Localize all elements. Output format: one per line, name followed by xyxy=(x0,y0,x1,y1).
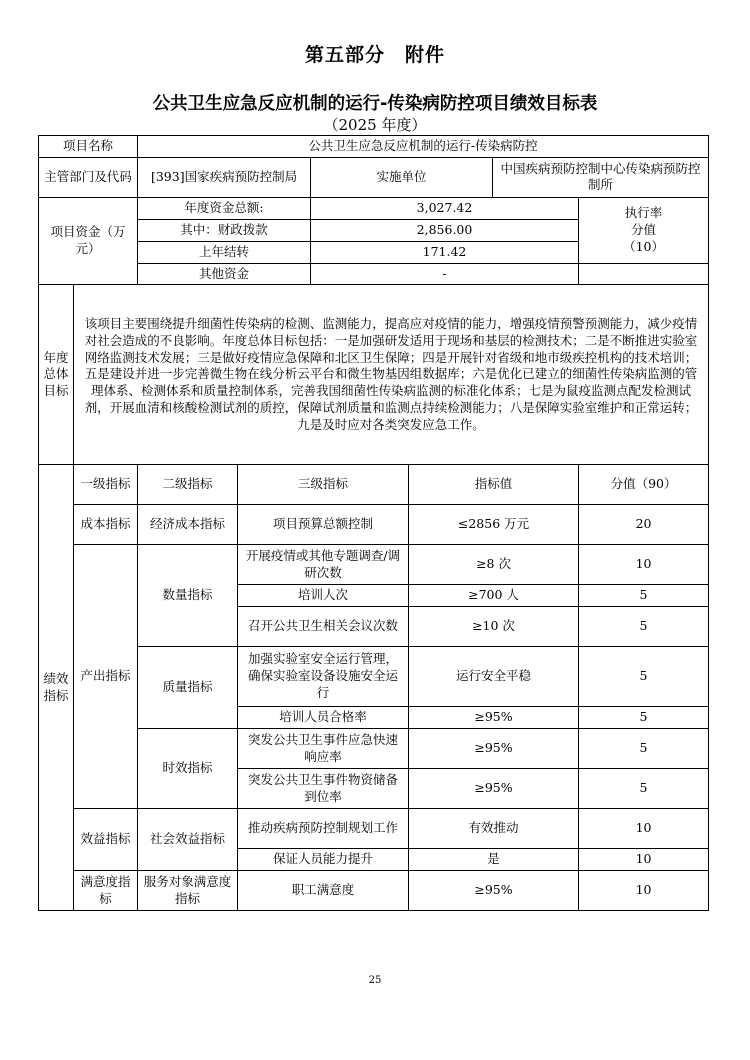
annual-goal-text: 该项目主要围绕提升细菌性传染病的检测、监测能力，提高应对疫情的能力，增强疫情预警预测能力，减少疫情对社会造成的不良影响。年度总体目标包括：一是加强研发适用于现场和基层的检测技术；二是不断推进实验室网络监测技术发展；三是做好疫情应急保障和北区卫生保障；四是开展针对省级和地市级疾控机构的技术培训；五是建设并进一步完善微生物在线分析云平台和微生物基因组数据库；六是优化已建立的细菌性传染病监测的管理体系、检测体系和质量控制体系，完善我国细菌性传染病监测的标准化体系；七是为鼠疫监测点配发检测试剂，开展血清和核酸检测试剂的质控，保障试剂质量和监测点持续检测能力；八是保障实验室维护和正常运转；九是及时应对各类突发应急工作。 xyxy=(74,285,709,465)
indicator-value: 运行安全平稳 xyxy=(409,647,579,707)
header-score: 分值（90） xyxy=(579,465,709,505)
header-l1: 一级指标 xyxy=(74,465,138,505)
funds-row-label: 其中：财政拨款 xyxy=(138,219,311,241)
indicator-score: 10 xyxy=(579,545,709,585)
page-number: 25 xyxy=(368,975,382,986)
indicator-score: 5 xyxy=(579,769,709,809)
l3-indicator: 项目预算总额控制 xyxy=(238,505,409,545)
indicator-value: ≥8 次 xyxy=(409,545,579,585)
score-value: （10） xyxy=(623,238,664,254)
l2-economic-cost: 经济成本指标 xyxy=(138,505,238,545)
execution-rate-score xyxy=(579,197,709,263)
funds-row-value: 3,027.42 xyxy=(311,197,579,219)
funds-row-value: - xyxy=(311,263,579,285)
l3-indicator: 开展疫情或其他专题调查/调研次数 xyxy=(238,545,409,585)
header-l3: 三级指标 xyxy=(238,465,409,505)
l2-social-benefit: 社会效益指标 xyxy=(138,809,238,871)
l1-output: 产出指标 xyxy=(74,545,138,809)
project-name-label: 项目名称 xyxy=(39,136,138,158)
funds-label: 项目资金（万元） xyxy=(39,197,138,285)
indicator-score: 5 xyxy=(579,707,709,729)
header-l2: 二级指标 xyxy=(138,465,238,505)
score-label: 分值 xyxy=(631,221,657,237)
annual-goal-label: 年度总体目标 xyxy=(39,285,74,465)
performance-table xyxy=(38,135,709,911)
indicator-value: ≥95% xyxy=(409,871,579,911)
l2-quantity: 数量指标 xyxy=(138,545,238,647)
l3-indicator: 培训人员合格率 xyxy=(238,707,409,729)
indicator-value: ≥700 人 xyxy=(409,585,579,607)
indicator-value: ≥10 次 xyxy=(409,607,579,647)
l3-indicator: 推动疾病预防控制规划工作 xyxy=(238,809,409,849)
l1-satisfaction: 满意度指标 xyxy=(74,871,138,911)
indicator-value: ≥95% xyxy=(409,729,579,769)
indicator-score: 10 xyxy=(579,849,709,871)
l3-indicator: 职工满意度 xyxy=(238,871,409,911)
indicator-value: 是 xyxy=(409,849,579,871)
l3-indicator: 突发公共卫生事件应急快速响应率 xyxy=(238,729,409,769)
indicator-score: 20 xyxy=(579,505,709,545)
funds-row-label: 上年结转 xyxy=(138,241,311,263)
project-name: 公共卫生应急反应机制的运行-传染病防控 xyxy=(138,136,709,158)
indicator-score: 10 xyxy=(579,809,709,849)
funds-row-value: 2,856.00 xyxy=(311,219,579,241)
indicator-score: 5 xyxy=(579,729,709,769)
header-value: 指标值 xyxy=(409,465,579,505)
dept-label: 主管部门及代码 xyxy=(39,157,138,197)
empty-cell xyxy=(579,263,709,285)
unit-label: 实施单位 xyxy=(311,157,493,197)
funds-row-label: 其他资金 xyxy=(138,263,311,285)
execution-rate-label: 执行率 xyxy=(624,204,663,220)
l1-cost: 成本指标 xyxy=(74,505,138,545)
performance-label: 绩效指标 xyxy=(39,465,74,911)
l2-timeliness: 时效指标 xyxy=(138,729,238,809)
indicator-value: ≥95% xyxy=(409,707,579,729)
indicator-value: ≥95% xyxy=(409,769,579,809)
l2-quality: 质量指标 xyxy=(138,647,238,729)
l2-service-satisfaction: 服务对象满意度指标 xyxy=(138,871,238,911)
indicator-score: 5 xyxy=(579,647,709,707)
l3-indicator: 突发公共卫生事件物资储备到位率 xyxy=(238,769,409,809)
unit-value: 中国疾病预防控制中心传染病预防控制所 xyxy=(493,157,709,197)
document-year: （2025 年度） xyxy=(323,116,427,134)
indicator-score: 10 xyxy=(579,871,709,911)
indicator-score: 5 xyxy=(579,607,709,647)
dept-value: [393]国家疾病预防控制局 xyxy=(138,157,311,197)
funds-row-value: 171.42 xyxy=(311,241,579,263)
l3-indicator: 召开公共卫生相关会议次数 xyxy=(238,607,409,647)
l1-benefit: 效益指标 xyxy=(74,809,138,871)
l3-indicator: 培训人次 xyxy=(238,585,409,607)
indicator-value: 有效推动 xyxy=(409,809,579,849)
indicator-value: ≤2856 万元 xyxy=(409,505,579,545)
section-title: 第五部分 附件 xyxy=(304,44,445,66)
indicator-score: 5 xyxy=(579,585,709,607)
funds-row-label: 年度资金总额: xyxy=(138,197,311,219)
l3-indicator: 保证人员能力提升 xyxy=(238,849,409,871)
document-title: 公共卫生应急反应机制的运行-传染病防控项目绩效目标表 xyxy=(152,94,598,114)
l3-indicator: 加强实验室安全运行管理，确保实验室设备设施安全运行 xyxy=(238,647,409,707)
